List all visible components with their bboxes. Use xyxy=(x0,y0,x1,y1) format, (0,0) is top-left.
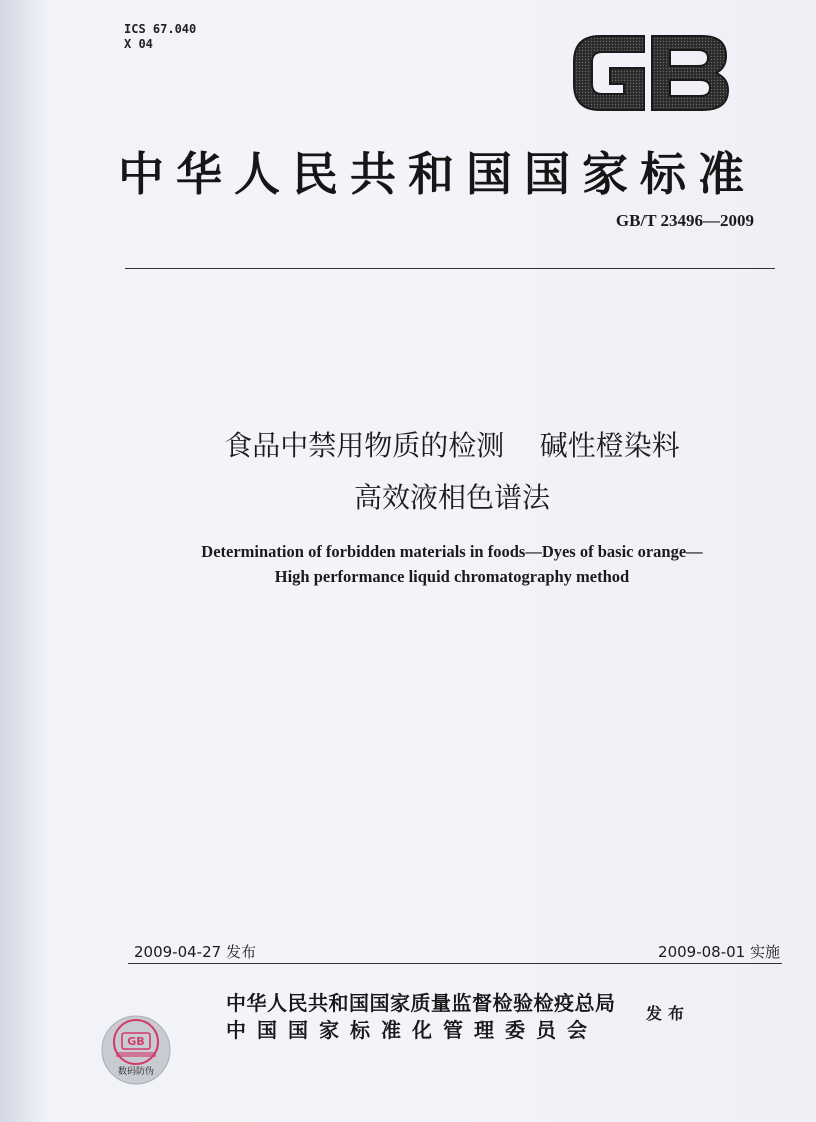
gb-logo-icon xyxy=(566,28,734,118)
english-title-line-2: High performance liquid chromatography method xyxy=(274,567,630,586)
implementation-date: 2009-08-01 实施 xyxy=(658,943,780,961)
standard-number: GB/T 23496—2009 xyxy=(615,211,754,230)
issuer-line-2: 中国国家标准化管理委员会 xyxy=(226,1018,598,1042)
chinese-title-line-1: 食品中禁用物质的检测 碱性橙染料 xyxy=(224,429,680,462)
issue-date: 2009-04-27 发布 xyxy=(134,943,256,961)
seal-text: 数码防伪 xyxy=(117,1067,155,1077)
anti-counterfeit-seal-icon xyxy=(100,1014,172,1086)
ics-line-2: X 04 xyxy=(124,37,153,51)
national-standard-title: 中华人民共和国国家标准 xyxy=(118,147,756,201)
seal-logo-text: GB xyxy=(127,1035,145,1048)
header-divider xyxy=(125,268,775,269)
issue-label: 发布 xyxy=(646,1004,691,1023)
english-title-line-1: Determination of forbidden materials in foods—Dyes of basic orange— xyxy=(201,542,703,561)
footer-divider xyxy=(128,963,782,964)
issuer-line-1: 中华人民共和国国家质量监督检验检疫总局 xyxy=(226,991,616,1015)
ics-line-1: ICS 67.040 xyxy=(124,22,197,36)
chinese-title-line-2: 高效液相色谱法 xyxy=(353,481,550,514)
ics-code xyxy=(124,22,196,52)
